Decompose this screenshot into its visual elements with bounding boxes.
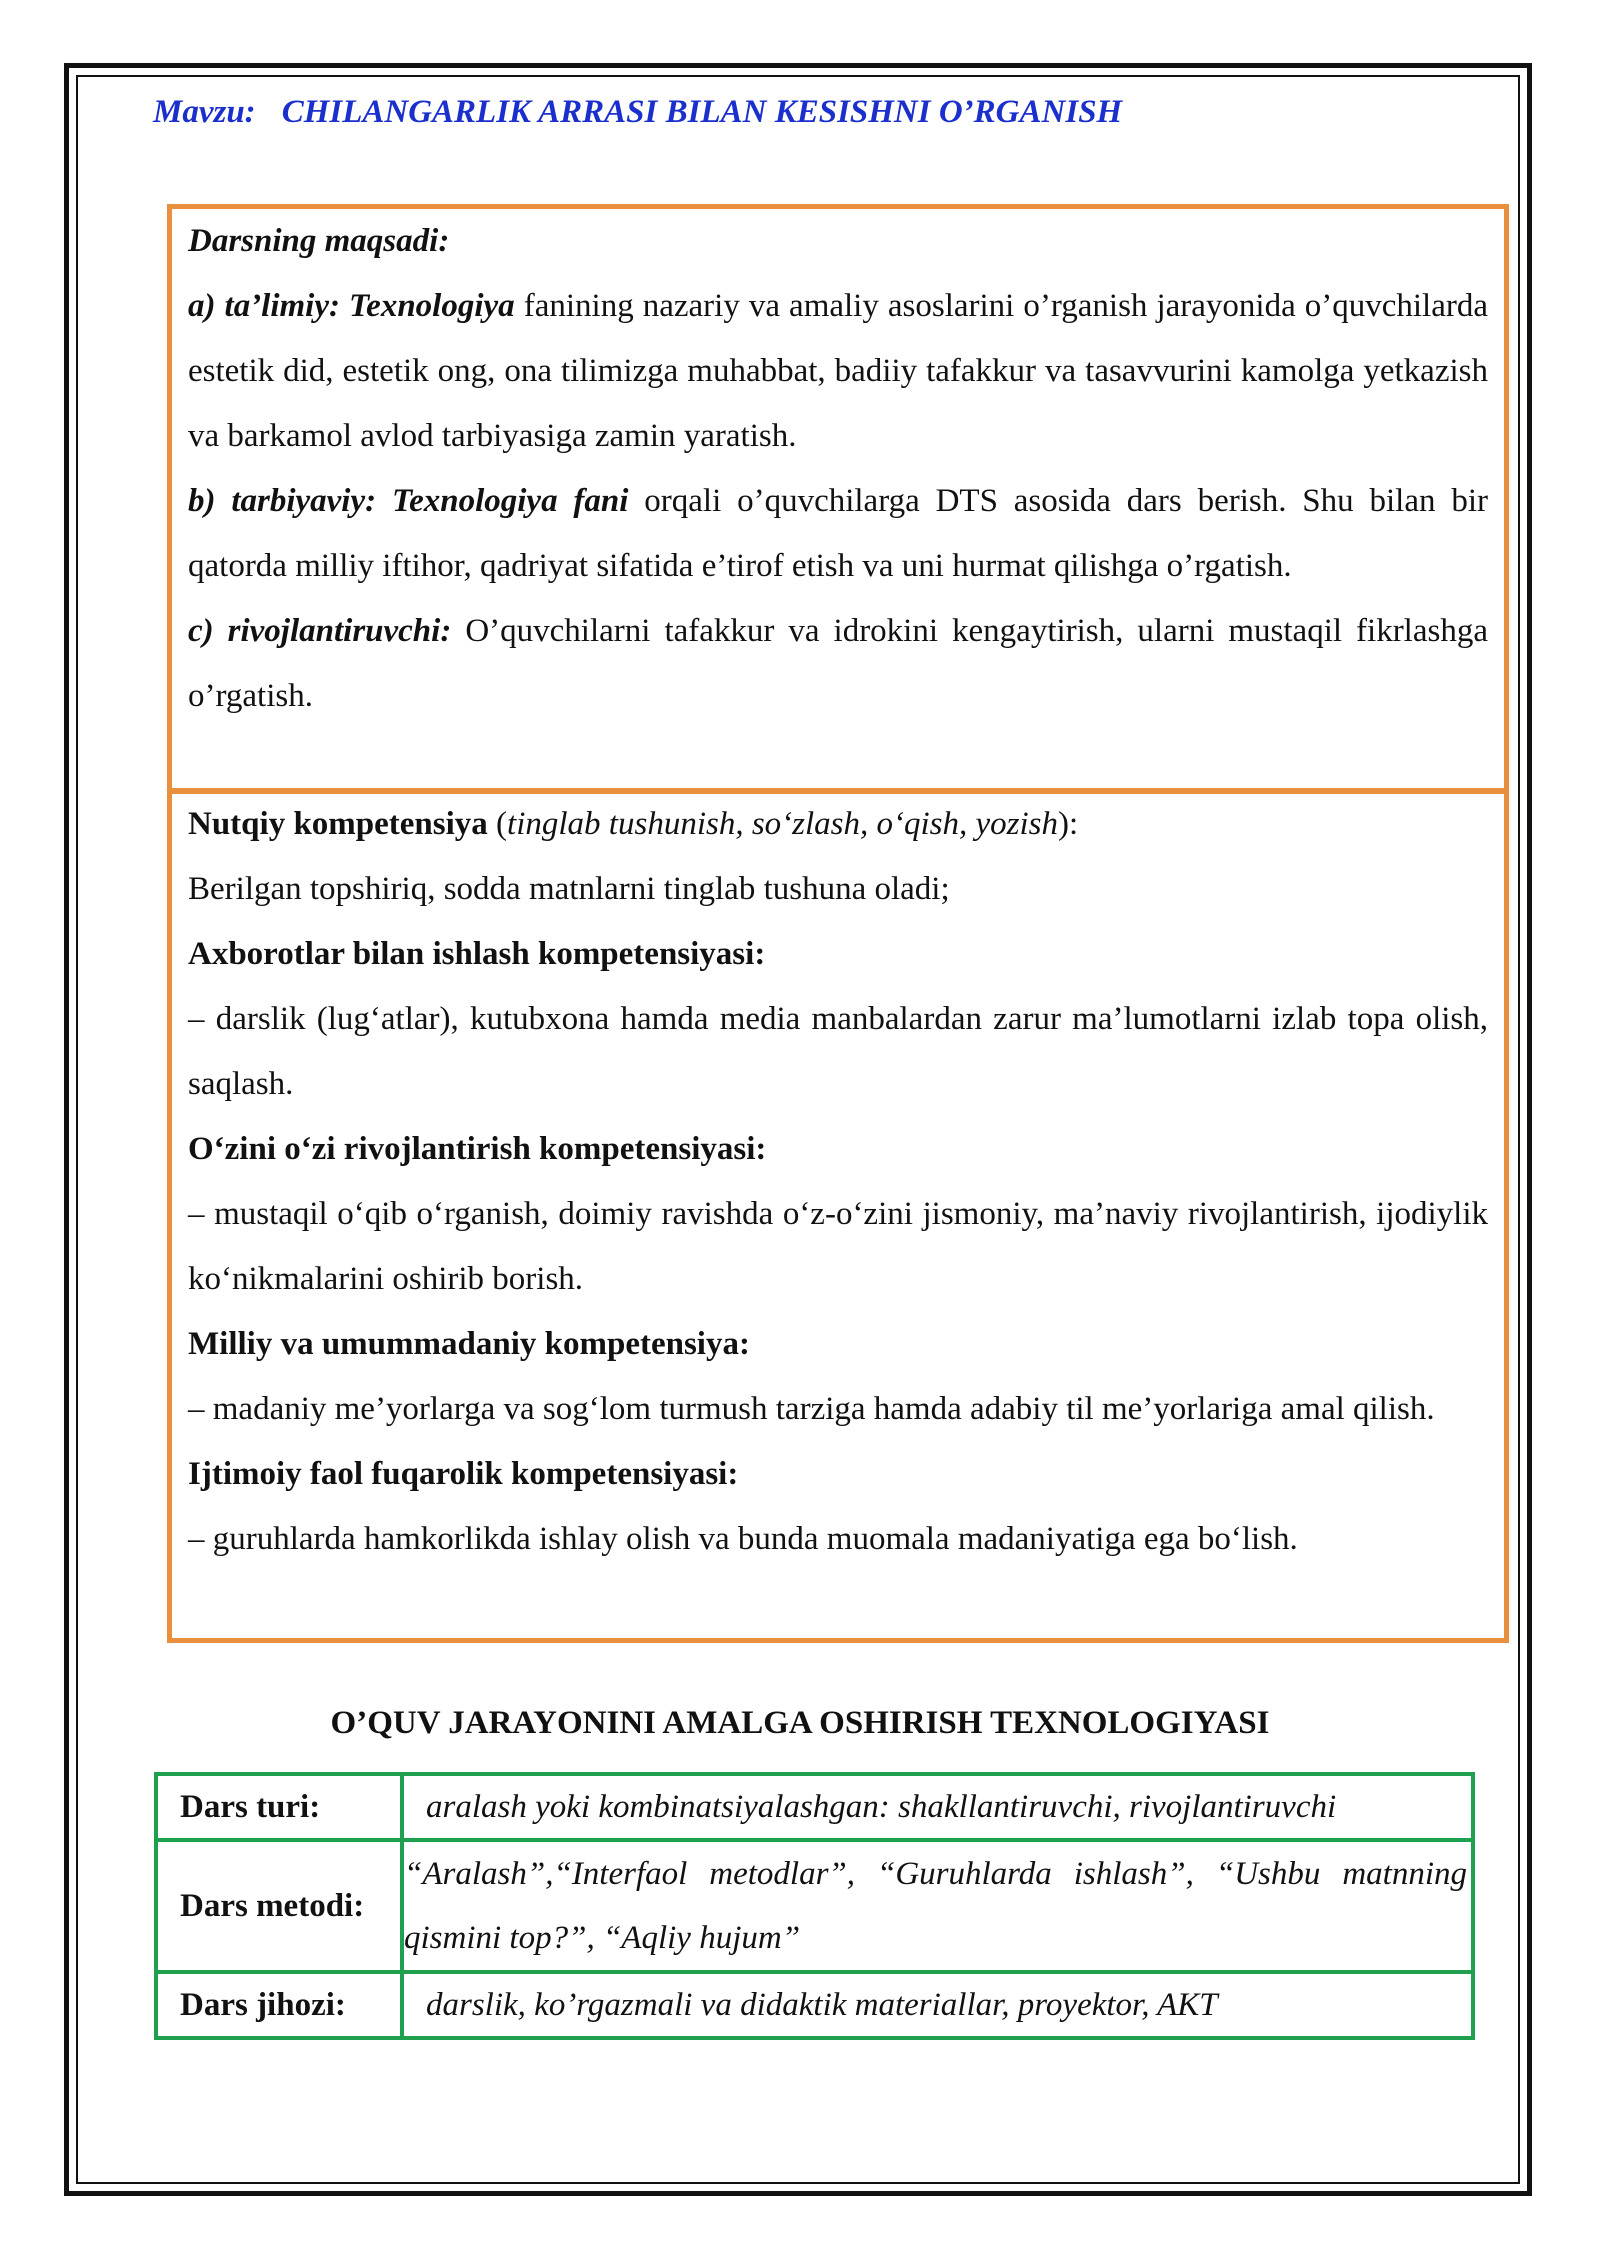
speech-paren-close: ):	[1058, 806, 1079, 842]
table-row	[156, 1840, 1473, 1972]
technology-table	[154, 1772, 1475, 2040]
lesson-type-value	[402, 1774, 1473, 1840]
culture-competence-title: Milliy va umummadaniy kompetensiya:	[188, 1326, 750, 1362]
goal-b-subject: Texnologiya fani	[391, 483, 629, 519]
table-row	[156, 1774, 1473, 1840]
goal-upbringing	[188, 469, 1488, 599]
self-development-text: – mustaqil o‘qib o‘rganish, doimiy ravishda o‘z-o‘zini jismoniy, ma’naviy rivojlantirish, ijodiylik ko‘nikmalarini oshirib borish.	[188, 1196, 1488, 1297]
goal-developmental	[188, 599, 1488, 729]
info-competence-title: Axborotlar bilan ishlash kompetensiyasi:	[188, 936, 766, 972]
goals-heading: Darsning maqsadi:	[188, 223, 450, 259]
lesson-method-text: “Aralash”,“Interfaol metodlar”, “Guruhlarda ishlash”, “Ushbu matnning qismini top?”, “Aqliy hujum”	[404, 1856, 1467, 1956]
speech-competence-title	[188, 792, 1488, 857]
competencies-box	[167, 789, 1509, 1643]
goal-b-label: b) tarbiyaviy:	[188, 483, 377, 519]
goal-a-text: fanining nazariy va amaliy asoslarini o’rganish jarayonida o’quvchilarda estetik did, estetik ong, ona tilimizga muhabbat, badiiy tafakkur va tasavvurini kamolga yetkazish va barkamol avlod tarbiyasiga zamin yaratish.	[188, 288, 1489, 454]
table-row	[156, 1972, 1473, 2038]
lesson-type-text: aralash yoki kombinatsiyalashgan: shakllantiruvchi, rivojlantiruvchi	[426, 1788, 1337, 1825]
goal-a-label: a) ta’limiy:	[188, 288, 340, 324]
culture-competence-text: – madaniy me’yorlarga va sog‘lom turmush tarziga hamda adabiy til me’yorlariga amal qilish.	[188, 1391, 1435, 1427]
lesson-method-key: Dars metodi:	[156, 1840, 402, 1972]
speech-paren-open: (	[496, 806, 508, 842]
topic-line	[153, 94, 1122, 131]
goal-b-text: orqali o’quvchilarga DTS asosida dars berish. Shu bilan bir qatorda milliy iftihor, qadriyat sifatida e’tirof etish va uni hurmat qilishga o’rgatish.	[188, 483, 1488, 584]
lesson-equipment-value	[402, 1972, 1473, 2038]
lesson-goals-box	[167, 204, 1509, 793]
info-competence-text: – darslik (lug‘atlar), kutubxona hamda media manbalardan zarur ma’lumotlarni izlab topa olish, saqlash.	[188, 1001, 1488, 1102]
goal-a-subject: Texnologiya	[349, 288, 515, 324]
lesson-equipment-text: darslik, ko’rgazmali va didaktik materiallar, proyektor, AKT	[426, 1986, 1218, 2023]
goal-c-text: O’quvchilarni tafakkur va idrokini kengaytirish, ularni mustaqil fikrlashga o’rgatish.	[188, 613, 1488, 714]
lesson-type-key: Dars turi:	[156, 1774, 402, 1840]
civic-competence-title: Ijtimoiy faol fuqarolik kompetensiyasi:	[188, 1456, 739, 1492]
goal-educational	[188, 274, 1488, 469]
topic-label: Mavzu:	[153, 94, 256, 130]
speech-competence-text: Berilgan topshiriq, sodda matnlarni tinglab tushuna oladi;	[188, 871, 950, 907]
civic-competence-text: – guruhlarda hamkorlikda ishlay olish va bunda muomala madaniyatiga ega bo‘lish.	[188, 1521, 1298, 1557]
topic-title: CHILANGARLIK ARRASI BILAN KESISHNI O’RGANISH	[281, 94, 1123, 130]
technology-heading: O’QUV JARAYONINI AMALGA OSHIRISH TEXNOLOGIYASI	[330, 1705, 1270, 1741]
speech-skills: tinglab tushunish, so‘zlash, o‘qish, yozish	[507, 806, 1059, 842]
self-development-title: O‘zini o‘zi rivojlantirish kompetensiyasi:	[188, 1131, 767, 1167]
lesson-method-value	[402, 1840, 1473, 1972]
speech-title-text: Nutqiy kompetensiya	[188, 806, 488, 842]
goal-c-label: c) rivojlantiruvchi:	[188, 613, 452, 649]
lesson-equipment-key: Dars jihozi:	[156, 1972, 402, 2038]
